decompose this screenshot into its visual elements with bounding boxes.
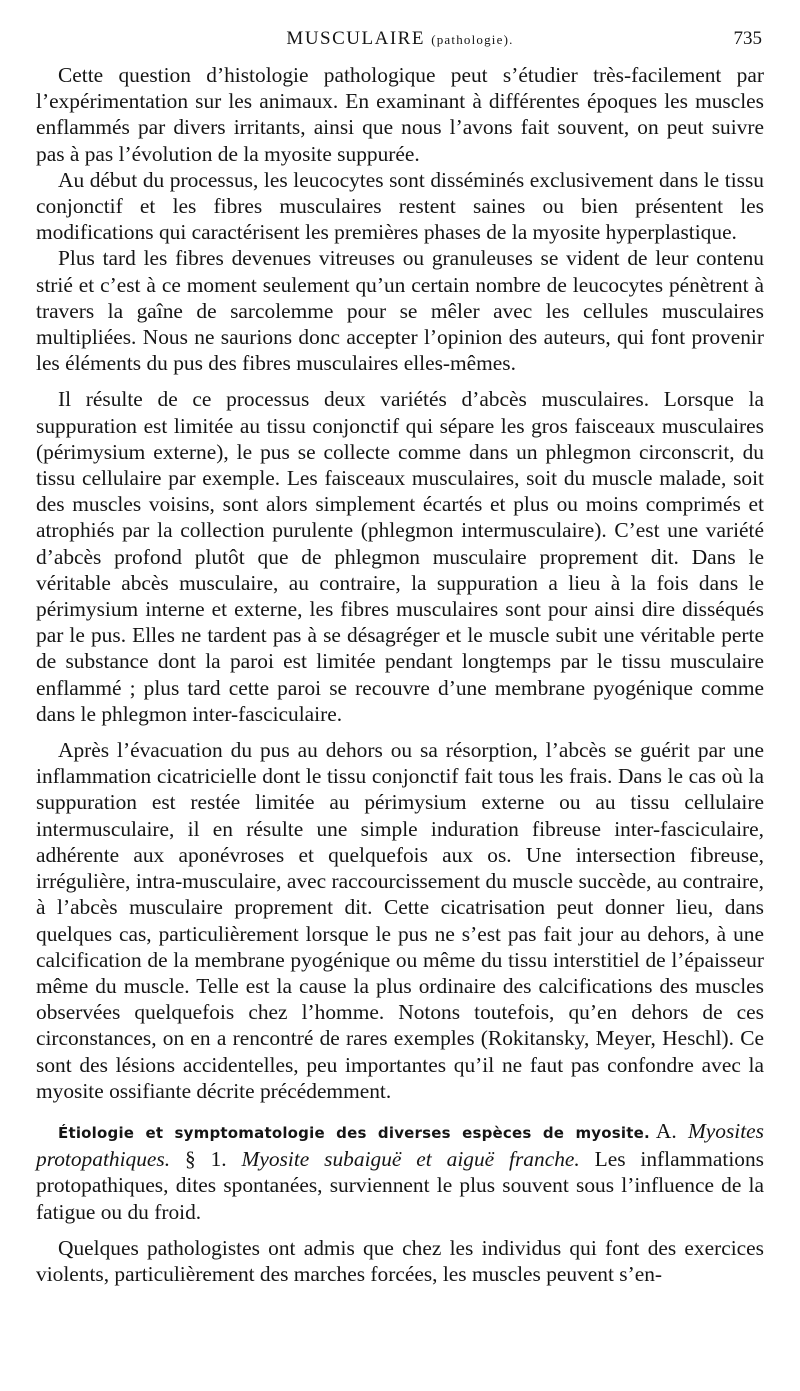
running-title	[36, 28, 764, 50]
running-title-main: MUSCULAIRE	[286, 28, 425, 49]
running-title-sub: (pathologie).	[431, 32, 514, 47]
body-text	[36, 62, 764, 1287]
subsection-title: Myosite subaiguë et aiguë franche.	[241, 1147, 580, 1172]
paragraph: Il résulte de ce processus deux variétés d’abcès musculaires. Lorsque la suppuration est limitée au tissu conjonctif qui sépare les gros faisceaux musculaires (périmysium externe), le pus se collecte comme dans un phlegmon circonscrit, du tissu cellulaire par exemple. Les faisceaux musculaires, soit du muscle malade, soit des muscles voisins, sont alors simplement écartés et plus ou moins comprimés et atrophiés par la collection purulente (phlegmon intermusculaire). C’est une variété d’abcès profond plutôt que de phlegmon musculaire proprement dit. Dans le véritable abcès musculaire, au contraire, la suppuration a lieu à la fois dans le périmysium interne et externe, les fibres musculaires sont pour ainsi dire disséqués par le pus. Elles ne tardent pas à se désagréger et le muscle subit une véritable perte de substance dont la paroi est limitée pendant longtemps par le tissu musculaire enflammé ; plus tard cette paroi se recouvre d’une membrane pyogénique comme dans le phlegmon inter-fasciculaire.	[36, 387, 764, 726]
paragraph: Au début du processus, les leucocytes sont disséminés exclusivement dans le tissu conjonctif et les fibres musculaires restent saines ou bien présentent les modifications qui caractérisent les premières phases de la myosite hyperplastique.	[36, 167, 764, 245]
section-letter: A.	[655, 1118, 677, 1143]
page-number: 735	[733, 28, 762, 49]
section-text: Les inflammations protopathiques, dites spontanées, surviennent le plus souvent sous l’influence de la fatigue ou du froid.	[36, 1147, 764, 1224]
running-head	[36, 28, 764, 52]
paragraph: Cette question d’histologie pathologique peut s’étudier très-facilement par l’expérimentation sur les animaux. En examinant à différentes époques les muscles enflammés par divers irritants, ainsi que nous l’avons fait souvent, on peut suivre pas à pas l’évolution de la myosite suppurée.	[36, 63, 764, 166]
section-title: Myosites protopathiques.	[36, 1118, 764, 1172]
subsection-number: § 1.	[185, 1147, 227, 1172]
paragraph: Plus tard les fibres devenues vitreuses ou granuleuses se vident de leur contenu strié et c’est à ce moment seulement qu’un certain nombre de leucocytes pénètrent à travers la gaîne de sarcolemme pour se mêler avec les cellules musculaires multipliées. Nous ne saurions donc accepter l’opinion des auteurs, qui font provenir les éléments du pus des fibres musculaires elles-mêmes.	[36, 246, 764, 376]
section-paragraph	[36, 1118, 764, 1225]
paragraph: Quelques pathologistes ont admis que chez les individus qui font des exercices violents, particulièrement des marches forcées, les muscles peuvent s’en-	[36, 1235, 764, 1286]
paragraph: Après l’évacuation du pus au dehors ou sa résorption, l’abcès se guérit par une inflammation cicatricielle dont le tissu conjonctif fait tous les frais. Dans le cas où la suppuration est restée limitée au périmysium externe ou au tissu cellulaire intermusculaire, il en résulte une simple induration fibreuse inter-fasciculaire, adhérente aux aponévroses et quelquefois aux os. Une intersection fibreuse, irrégulière, intra-musculaire, avec raccourcissement du muscle succède, au contraire, à l’abcès musculaire proprement dit. Cette cicatrisation peut donner lieu, dans quelques cas, particulièrement lorsque le pus ne s’est pas fait jour au dehors, à une calcification de la membrane pyogénique ou même du tissu interstitiel de l’épaisseur même du muscle. Telle est la cause la plus ordinaire des calcifications des muscles observées quelquefois chez l’homme. Notons toutefois, qu’en dehors de ces circonstances, on en a rencontré de rares exemples (Rokitansky, Meyer, Heschl). Ce sont des lésions accidentelles, peu importantes qu’il ne faut pas confondre avec la myosite ossifiante décrite précédemment.	[36, 738, 764, 1103]
section-heading: Étiologie et symptomatologie des diverses espèces de myosite.	[58, 1123, 650, 1142]
